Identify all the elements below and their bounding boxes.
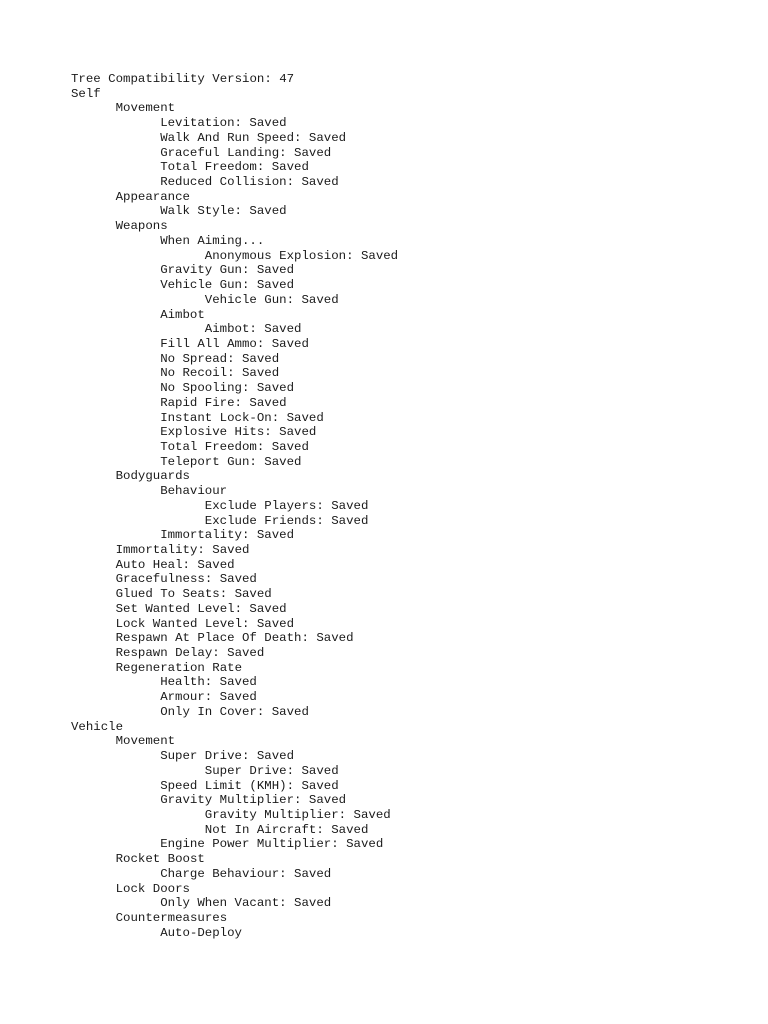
tree-line: Vehicle [71, 719, 124, 734]
tree-line: Levitation: Saved [160, 116, 287, 131]
tree-line: Lock Doors [115, 881, 190, 896]
tree-line: Teleport Gun: Saved [160, 454, 302, 469]
tree-line: Aimbot: Saved [204, 322, 302, 337]
tree-line: Auto-Deploy [160, 925, 242, 940]
tree-line: Walk And Run Speed: Saved [160, 130, 347, 145]
tree-line: Not In Aircraft: Saved [204, 822, 369, 837]
tree-line: Rapid Fire: Saved [160, 395, 287, 410]
tree-line: Graceful Landing: Saved [160, 145, 332, 160]
tree-line: No Spread: Saved [160, 351, 280, 366]
tree-line: Instant Lock-On: Saved [160, 410, 324, 425]
tree-line: Engine Power Multiplier: Saved [160, 837, 384, 852]
tree-line: Immortality: Saved [160, 528, 295, 543]
tree-line: Exclude Players: Saved [204, 498, 369, 513]
tree-line: Respawn Delay: Saved [115, 646, 265, 661]
tree-line: Regeneration Rate [115, 660, 242, 675]
tree-line: No Recoil: Saved [160, 366, 280, 381]
tree-line: Lock Wanted Level: Saved [115, 616, 295, 631]
tree-line: When Aiming... [160, 233, 265, 248]
tree-line: Gravity Gun: Saved [160, 263, 295, 278]
tree-line: Health: Saved [160, 675, 257, 690]
tree-line: Bodyguards [115, 469, 190, 484]
tree-line: Gravity Multiplier: Saved [160, 793, 347, 808]
tree-line: Vehicle Gun: Saved [204, 292, 339, 307]
tree-line: Aimbot [160, 307, 205, 322]
tree-line: Explosive Hits: Saved [160, 425, 317, 440]
tree-line: Respawn At Place Of Death: Saved [115, 631, 354, 646]
tree-line: Glued To Seats: Saved [115, 587, 272, 602]
tree-line: Speed Limit (KMH): Saved [160, 778, 339, 793]
tree-line: Reduced Collision: Saved [160, 175, 339, 190]
tree-line: Armour: Saved [160, 690, 257, 705]
config-tree-document [71, 72, 768, 940]
tree-line: Self [71, 86, 101, 101]
tree-line: Only In Cover: Saved [160, 704, 309, 719]
tree-line: Super Drive: Saved [160, 749, 295, 764]
tree-line: Movement [115, 101, 176, 116]
tree-line: Auto Heal: Saved [115, 557, 235, 572]
tree-line: No Spooling: Saved [160, 381, 295, 396]
tree-line: Vehicle Gun: Saved [160, 278, 295, 293]
tree-line: Gracefulness: Saved [115, 572, 257, 587]
tree-line: Movement [115, 734, 176, 749]
tree-line: Countermeasures [115, 910, 228, 925]
tree-line: Total Freedom: Saved [160, 439, 309, 454]
tree-line: Tree Compatibility Version: 47 [71, 72, 295, 86]
tree-line: Weapons [115, 219, 168, 234]
tree-line: Rocket Boost [115, 852, 205, 867]
tree-line: Walk Style: Saved [160, 204, 287, 219]
tree-line: Immortality: Saved [115, 543, 250, 557]
tree-line: Gravity Multiplier: Saved [204, 807, 391, 822]
tree-line: Anonymous Explosion: Saved [204, 248, 399, 263]
tree-line: Appearance [115, 189, 190, 204]
tree-line: Fill All Ammo: Saved [160, 336, 309, 351]
tree-line: Set Wanted Level: Saved [115, 601, 287, 616]
tree-line: Only When Vacant: Saved [160, 896, 332, 911]
tree-line: Total Freedom: Saved [160, 160, 309, 175]
tree-line: Behaviour [160, 484, 228, 499]
tree-line: Exclude Friends: Saved [204, 513, 369, 528]
tree-line: Charge Behaviour: Saved [160, 866, 332, 881]
tree-line: Super Drive: Saved [204, 763, 339, 778]
